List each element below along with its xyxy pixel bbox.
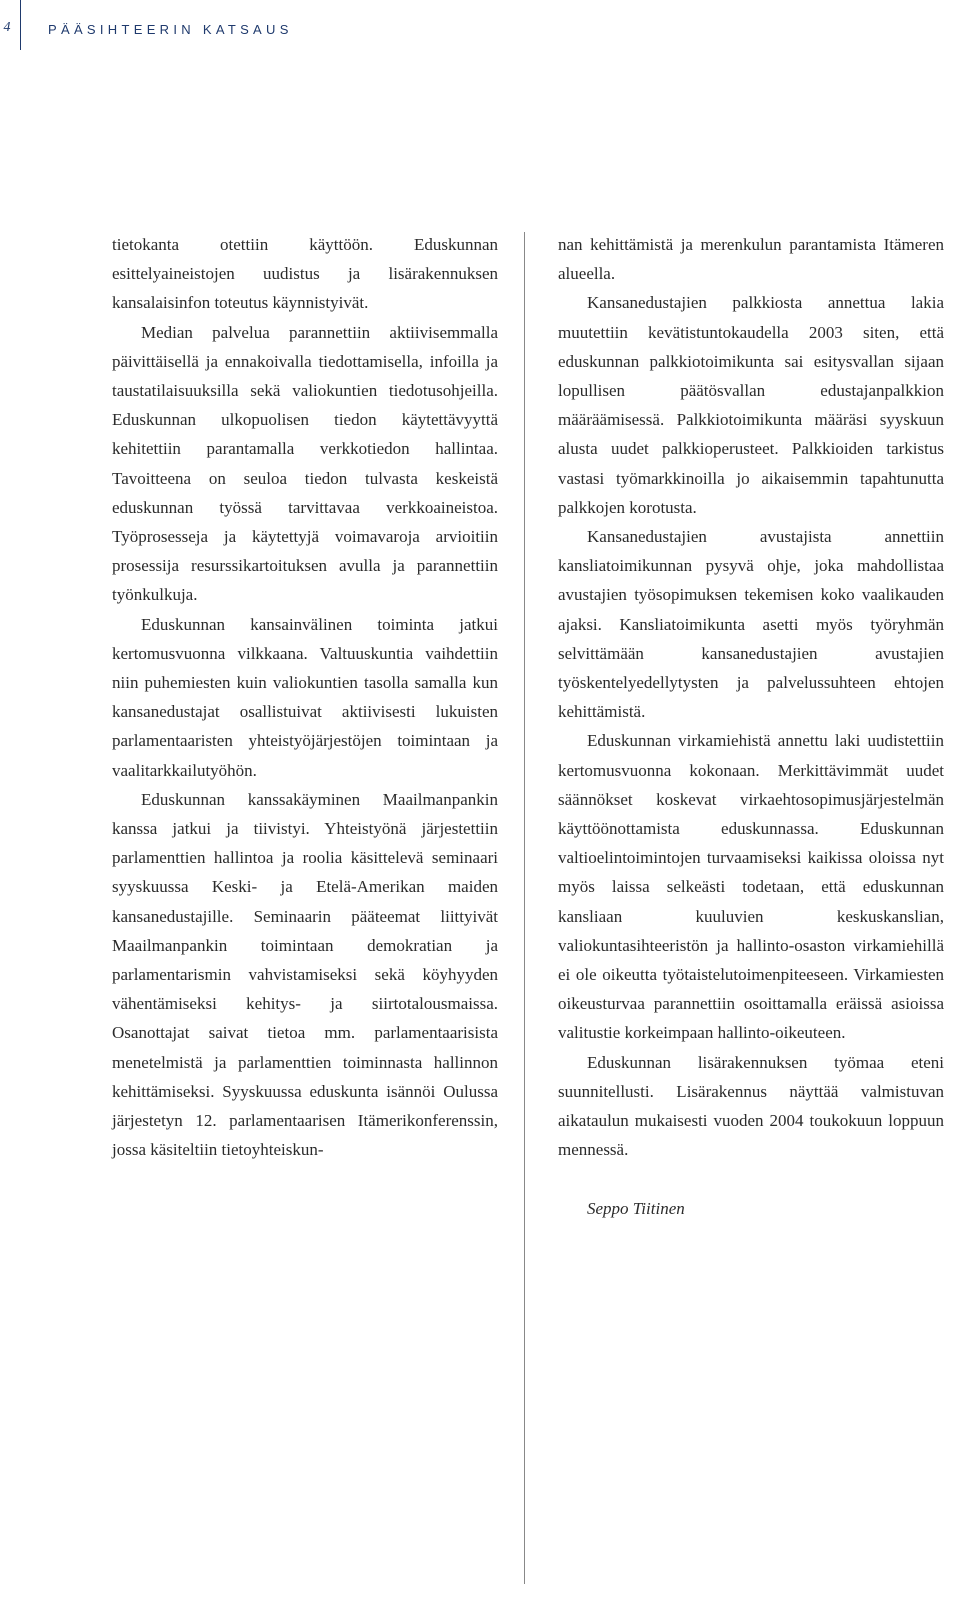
right-paragraph-4: Eduskunnan virkamiehistä annettu laki uudistettiin kertomusvuonna kokonaan. Merkittävimmät uudet säännökset koskevat virkaehtosopimusjärjestelmän käyttöönottamista eduskunnassa. Eduskunnan valtioelintoimintojen turvaamiseksi kaikissa oloissa nyt myös laissa selkeästi todetaan, että eduskunnan kansliaan kuuluvien keskuskanslian, valiokuntasihteeristön ja hallinto-osaston virkamiehillä ei ole oikeutta työtaistelutoimenpiteeseen. Virkamiesten oikeusturvaa parannettiin osoittamalla eräissä asioissa valitustie korkeimpaan hallinto-oikeuteen. <box>558 731 944 1043</box>
column-divider <box>524 232 525 1584</box>
right-text-column <box>558 230 944 1223</box>
left-paragraph-2: Median palvelua parannettiin aktiivisemmalla päivittäisellä ja ennakoivalla tiedottamisella, infoilla ja taustatilaisuuksilla sekä valiokuntien tiedotusohjeilla. Eduskunnan ulkopuolisen tiedon käytettävyyttä kehitettiin parantamalla verkkotiedon hallintaa. Tavoitteena on seuloa tiedon tulvasta keskeistä eduskunnan työssä tarvittavaa verkkoaineistoa. Työprosesseja ja käytettyjä voimavaroja arvioitiin prosessija resurssikartoituksen avulla ja parannettiin työnkulkuja. <box>112 322 498 605</box>
author-signature: Seppo Tiitinen <box>587 1198 685 1218</box>
left-text-column <box>112 230 498 1165</box>
right-paragraph-5: Eduskunnan lisärakennuksen työmaa eteni suunnitellusti. Lisärakennus näyttää valmistuvan aikataulun mukaisesti vuoden 2004 toukokuun loppuun mennessä. <box>558 1052 944 1160</box>
left-paragraph-3: Eduskunnan kansainvälinen toiminta jatkui kertomusvuonna vilkkaana. Valtuuskuntia vaihdettiin niin puhemiesten kuin valiokuntien tasolla samalla kun kansanedustajat osallistuivat aktiivisesti lukuisten parlamentaaristen yhteistyöjärjestöjen toimintaan ja vaalitarkkailutyöhön. <box>112 614 498 780</box>
right-paragraph-2: Kansanedustajien palkkiosta annettua lakia muutettiin kevätistuntokaudella 2003 siten, että eduskunnan palkkiotoimikunta sai esitysvallan sijaan lopullisen päätösvallan edustajanpalkkion määräämisessä. Palkkiotoimikunta määräsi syyskuun alusta uudet palkkioperusteet. Palkkioiden tarkistus vastasi työmarkkinoilla jo aikaisemmin tapahtunutta palkkojen korotusta. <box>558 293 944 517</box>
header-divider <box>20 0 21 50</box>
left-paragraph-1: tietokanta otettiin käyttöön. Eduskunnan esittelyaineistojen uudistus ja lisärakennuksen kansalaisinfon toteutus käynnistyivät. <box>112 235 498 313</box>
right-paragraph-3: Kansanedustajien avustajista annettiin kansliatoimikunnan pysyvä ohje, joka mahdollistaa avustajien työsopimuksen tekemisen koko vaalikauden ajaksi. Kansliatoimikunta asetti myös työryhmän selvittämään kansanedustajien avustajien työskentelyedellytysten ja palvelussuhteen ehtojen kehittämistä. <box>558 527 944 722</box>
right-paragraph-1: nan kehittämistä ja merenkulun parantamista Itämeren alueella. <box>558 235 944 284</box>
page-number: 4 <box>3 20 11 35</box>
left-paragraph-4: Eduskunnan kanssakäyminen Maailmanpankin kanssa jatkui ja tiivistyi. Yhteistyönä järjestettiin parlamenttien hallintoa ja roolia käsittelevä seminaari syyskuussa Keski- ja Etelä-Amerikan maiden kansanedustajille. Seminaarin pääteemat liittyivät Maailmanpankin toimintaan demokratian ja parlamentarismin vahvistamiseksi sekä köyhyyden vähentämiseksi kehitys- ja siirtotalousmaissa. Osanottajat saivat tietoa mm. parlamentaarisista menetelmistä ja parlamenttien toiminnasta hallinnon kehittämiseksi. Syyskuussa eduskunta isännöi Oulussa järjestetyn 12. parlamentaarisen Itämerikonferenssin, jossa käsiteltiin tietoyhteiskun- <box>112 789 498 1160</box>
running-header-title: PÄÄSIHTEERIN KATSAUS <box>48 22 293 37</box>
